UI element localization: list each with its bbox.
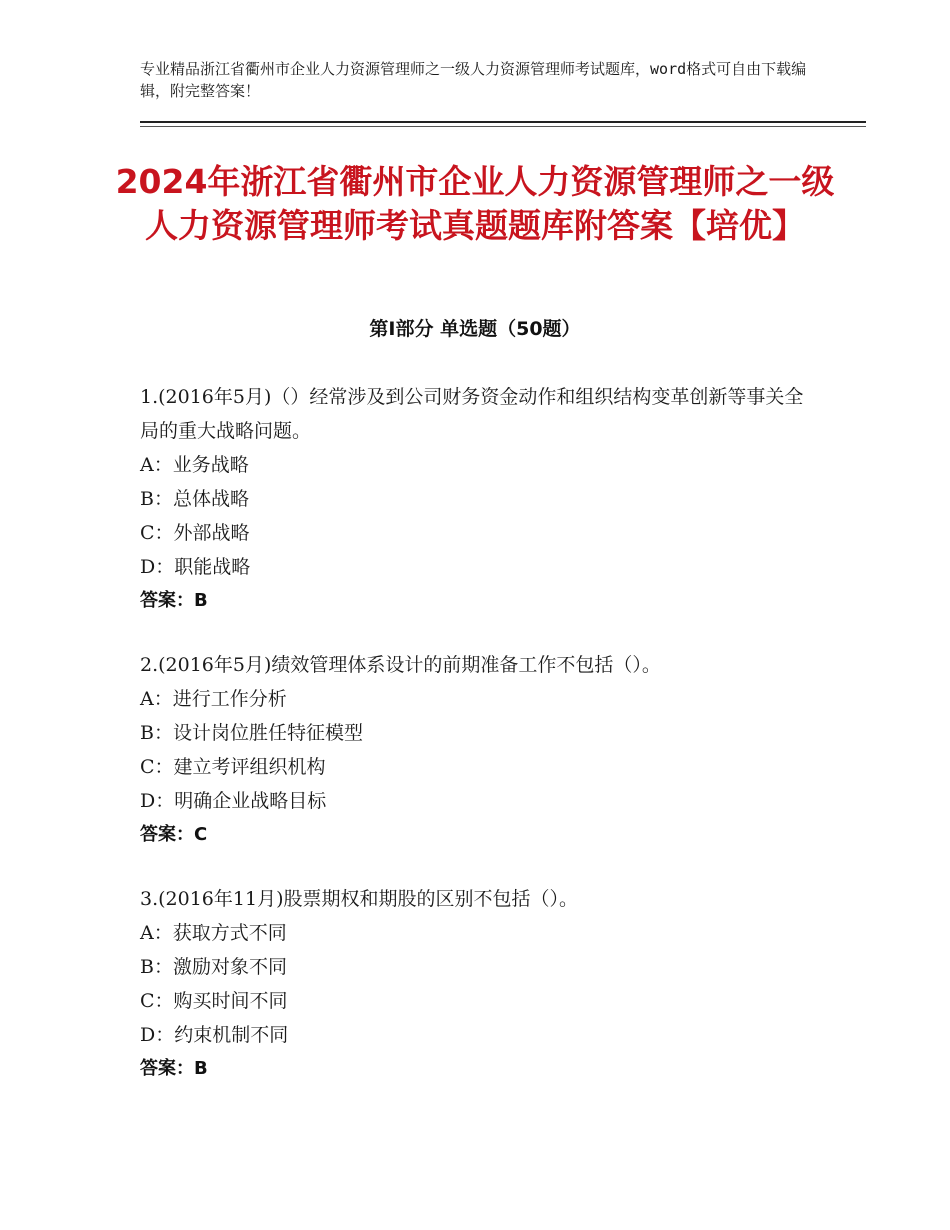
option-c: C：购买时间不同 [140,990,288,1012]
option-b: B：激励对象不同 [140,956,287,978]
option-c: C：建立考评组织机构 [140,756,326,778]
question-3 [140,882,810,1086]
document-title: 2024年浙江省衢州市企业人力资源管理师之一级人力资源管理师考试真题题库附答案【培优】 [115,162,835,245]
option-a: A：业务战略 [140,454,249,476]
section-heading: 第Ⅰ部分 单选题（50题） [369,318,581,340]
header-divider-thin [140,126,866,127]
header-divider-thick [140,121,866,123]
option-d: D：约束机制不同 [140,1024,289,1046]
option-d: D：职能战略 [140,556,251,578]
question-stem: 2.(2016年5月)绩效管理体系设计的前期准备工作不包括（）。 [140,654,661,676]
option-c: C：外部战略 [140,522,250,544]
question-2 [140,648,810,852]
option-b: B：设计岗位胜任特征模型 [140,722,363,744]
question-1 [140,380,810,618]
option-d: D：明确企业战略目标 [140,790,327,812]
question-list [140,380,810,1116]
header-note: 专业精品浙江省衢州市企业人力资源管理师之一级人力资源管理师考试题库，word格式可自由下载编辑，附完整答案！ [140,60,807,100]
question-stem: 1.(2016年5月)（）经常涉及到公司财务资金动作和组织结构变革创新等事关全局的重大战略问题。 [140,386,804,442]
answer-line: 答案：B [140,1058,208,1079]
option-a: A：进行工作分析 [140,688,287,710]
answer-line: 答案：C [140,824,208,845]
question-stem: 3.(2016年11月)股票期权和期股的区别不包括（）。 [140,888,578,910]
answer-line: 答案：B [140,590,208,611]
option-a: A：获取方式不同 [140,922,287,944]
option-b: B：总体战略 [140,488,249,510]
